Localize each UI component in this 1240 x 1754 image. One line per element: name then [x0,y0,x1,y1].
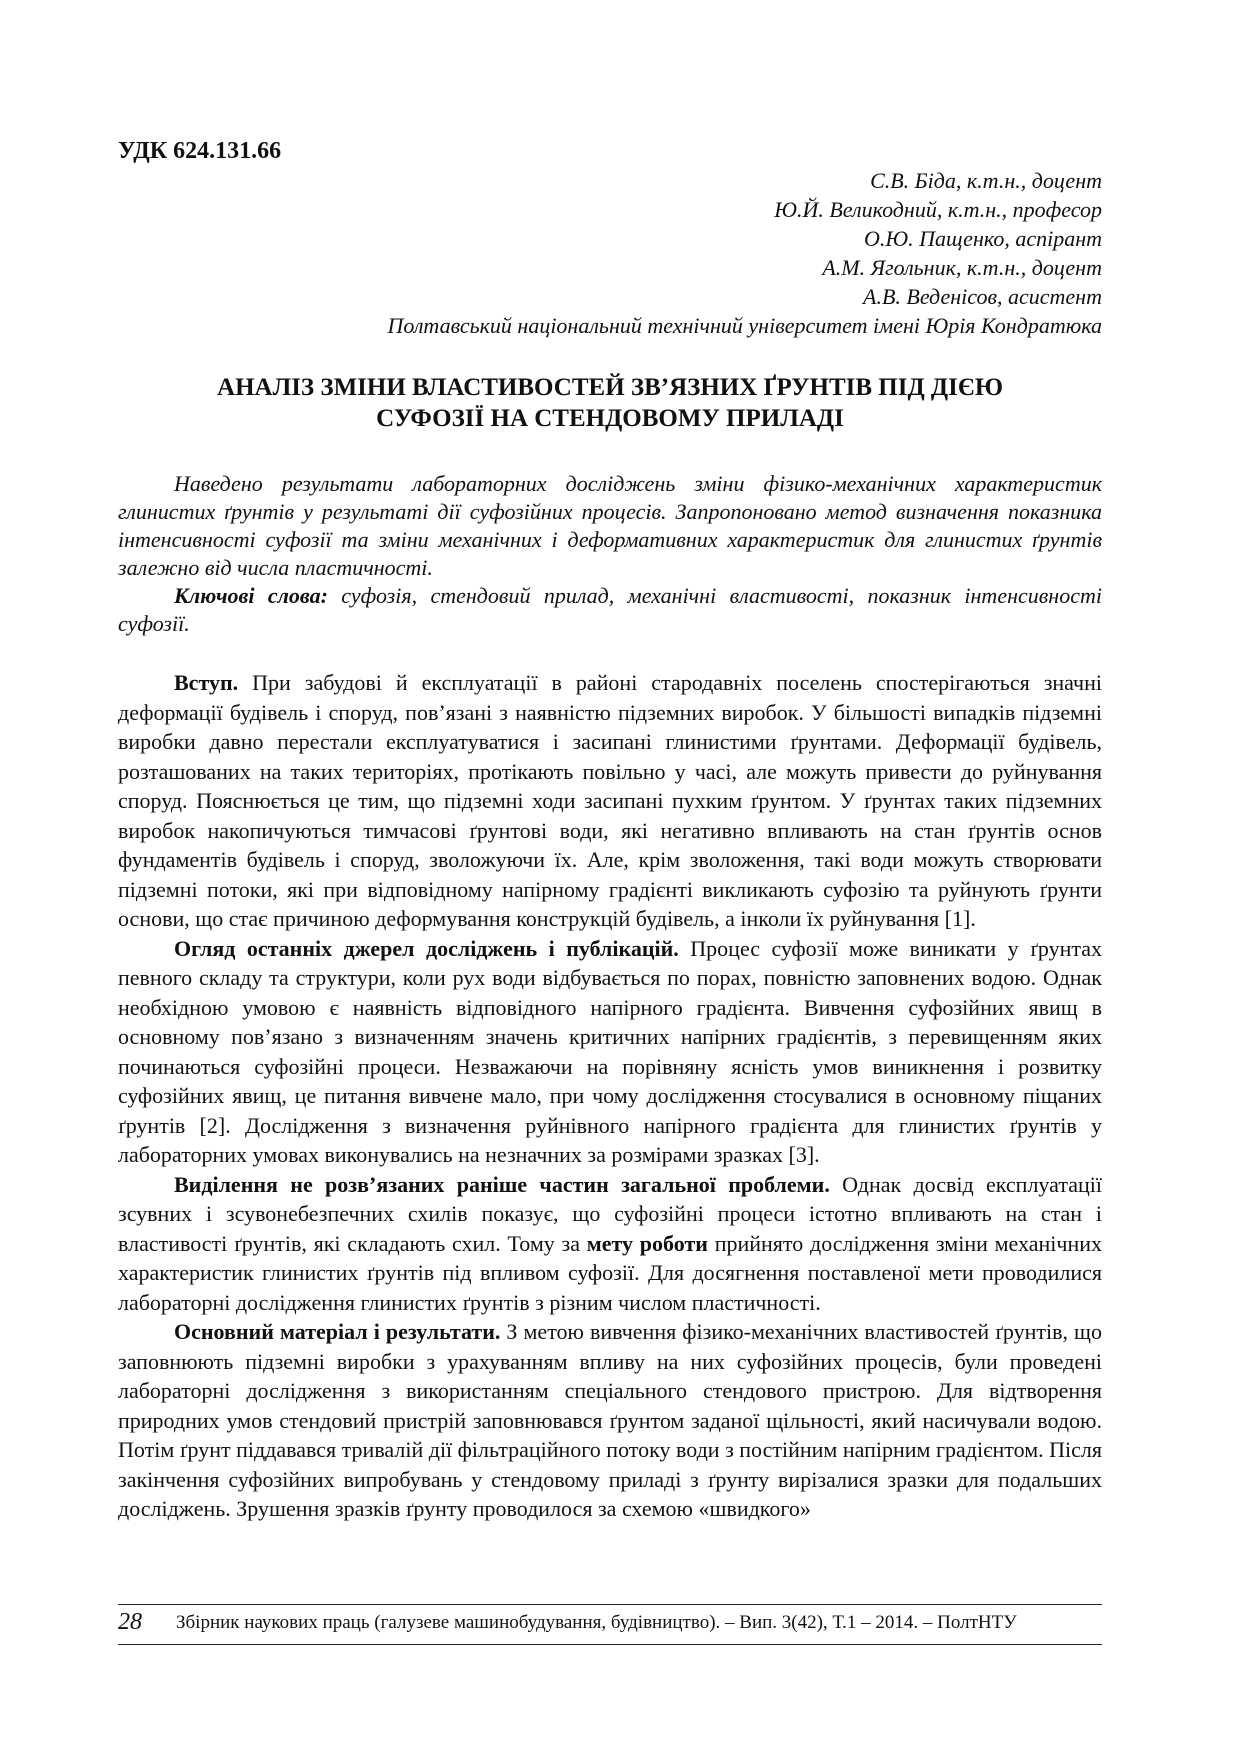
section-heading: Огляд останніх джерел досліджень і публікацій. [174,935,679,961]
title-line: АНАЛІЗ ЗМІНИ ВЛАСТИВОСТЕЙ ЗВ’ЯЗНИХ ҐРУНТІВ ПІД ДІЄЮ [217,374,1003,401]
article-body [118,668,1102,1524]
section-heading: Вступ. [174,670,239,695]
abstract [118,470,1102,638]
paragraph-introduction [118,668,1102,934]
paragraph-main [118,1317,1102,1524]
paragraph-review [118,934,1102,1170]
paper-title [118,372,1102,434]
page-number: 28 [118,1609,142,1635]
udk-code: УДК 624.131.66 [118,138,282,164]
paragraph-text: прийнято дослідження зміни механічних характеристик глинистих ґрунтів під впливом суфозії. Для досягнення поставленої мети проводилися лабораторні дослідження глинистих ґрунтів з різним числом пластичності. [118,1230,1103,1315]
keywords-label: Ключові слова: [174,583,328,608]
section-heading: Основний матеріал і результати. [174,1319,501,1344]
section-heading: Виділення не розв’язаних раніше частин загальної проблеми. [174,1171,830,1197]
abstract-text: Наведено результати лабораторних досліджень зміни фізико-механічних характеристик глинистих ґрунтів у результаті дії суфозійних процесів. Запропоновано метод визначення показника інтенсивності суфозії та зміни механічних і деформативних характеристик для глинистих ґрунтів залежно від числа пластичності. [118,471,1102,580]
paragraph-problem [118,1170,1102,1318]
footer-citation: Збірник наукових праць (галузеве машинобудування, будівництво). – Вип. 3(42), Т.1 – 2014. – ПолтНТУ [176,1612,1017,1633]
footer-divider [118,1644,1102,1645]
paragraph-text: Однак досвід експлуатації зсувних і зсувонебезпечних схилів показує, що суфозійні процеси істотно впливають на стан і властивості ґрунтів, які складають схил. Тому за [118,1171,1102,1256]
emphasis: мету роботи [586,1230,708,1256]
paragraph-text: При забудові й експлуатації в районі стародавніх поселень спостерігаються значні деформації будівель і споруд, пов’язані з наявністю підземних виробок. У більшості випадків підземні виробки давно перестали експлуатуватися і засипані глинистими ґрунтами. Деформації будівель, розташованих на таких територіях, протікають повільно у часі, але можуть привести до руйнування споруд. Пояснюється це тим, що підземні ходи засипані пухким ґрунтом. У ґрунтах таких підземних виробок накопичуються тимчасові ґрунтові води, які негативно впливають на стан ґрунтів основ фундаментів будівель і споруд, зволожуючи їх. Але, крім зволоження, такі води можуть створювати підземні потоки, які при відповідному напірному градієнті викликають суфозію та руйнують ґрунти основи, що стає причиною деформування конструкцій будівель, а інколи їх руйнування [1]. [118,670,1102,931]
footer-divider [118,1604,1102,1605]
author-line: О.Ю. Пащенко, аспірант [864,226,1102,251]
author-line: С.В. Біда, к.т.н., доцент [870,168,1102,193]
keywords-list: суфозія, стендовий прилад, механічні властивості, показник інтенсивності суфозії. [118,583,1102,636]
affiliation: Полтавський національний технічний університет імені Юрія Кондратюка [387,313,1102,338]
author-line: А.М. Ягольник, к.т.н., доцент [822,255,1102,280]
keywords [118,582,1102,638]
author-line: А.В. Веденісов, асистент [863,284,1102,309]
authors-block [387,166,1102,340]
paragraph-text: Процес суфозії може виникати у ґрунтах певного складу та структури, коли рух води відбувається по порах, повністю заповнених водою. Однак необхідною умовою є наявність відповідного напірного градієнта. Вивчення суфозійних явищ в основному пов’язано з визначенням значень критичних напірних градієнтів, з перевищенням яких починаються суфозійні процеси. Незважаючи на порівняну ясність умов виникнення і розвитку суфозійних явищ, це питання вивчене мало, при чому дослідження стосувалися в основному піщаних ґрунтів [2]. Дослідження з визначення руйнівного напірного градієнта для глинистих ґрунтів у лабораторних умовах виконувались на незначних за розмірами зразках [3]. [118,935,1102,1167]
author-line: Ю.Й. Великодний, к.т.н., професор [774,197,1102,222]
paragraph-text: З метою вивчення фізико-механічних властивостей ґрунтів, що заповнюють підземні виробки з урахуванням впливу на них суфозійних процесів, були проведені лабораторні дослідження з використанням спеціального стендового пристрою. Для відтворення природних умов стендовий пристрій заповнювався ґрунтом заданої щільності, який насичували водою. Потім ґрунт піддавався тривалій дії фільтраційного потоку води з постійним напірним градієнтом. Після закінчення суфозійних випробувань у стендовому приладі з ґрунту вирізалися зразки для подальших досліджень. Зрушення зразків ґрунту проводилося за схемою «швидкого» [118,1319,1102,1521]
title-line: СУФОЗІЇ НА СТЕНДОВОМУ ПРИЛАДІ [376,405,844,432]
